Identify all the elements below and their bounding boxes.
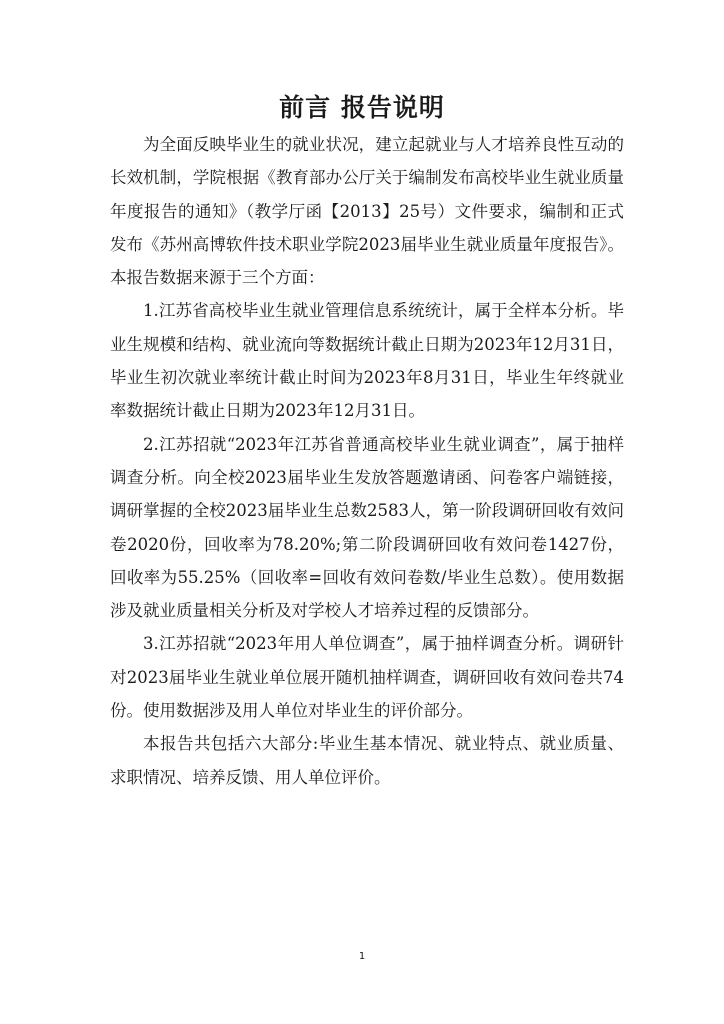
data-source-3-paragraph: 3.江苏招就“2023年用人单位调查”，属于抽样调查分析。调研针对2023届毕业生就业单位展开随机抽样调查，调研回收有效问卷共74份。使用数据涉及用人单位对毕业生的评价部分。 (110, 634, 624, 721)
data-source-2-paragraph: 2.江苏招就“2023年江苏省普通高校毕业生就业调查”，属于抽样调查分析。向全校2023届毕业生发放答题邀请函、问卷客户端链接，调研掌握的全校2023届毕业生总数2583人，第一阶段调研回收有效问卷2020份，回收率为78.20%;第二阶段调研回收有效问卷1427份，回收率为55.25%（回收率=回收有效问卷数/毕业生总数）。使用数据涉及就业质量相关分析及对学校人才培养过程的反馈部分。 (110, 434, 624, 621)
data-source-1-paragraph: 1.江苏省高校毕业生就业管理信息系统统计，属于全样本分析。毕业生规模和结构、就业流向等数据统计截止日期为2023年12月31日，毕业生初次就业率统计截止时间为2023年8月31日，毕业生年终就业率数据统计截止日期为2023年12月31日。 (110, 301, 624, 421)
report-structure-paragraph: 本报告共包括六大部分:毕业生基本情况、就业特点、就业质量、求职情况、培养反馈、用人单位评价。 (110, 734, 624, 787)
page-title: 前言 报告说明 (279, 93, 445, 122)
page-number: 1 (358, 951, 366, 962)
intro-paragraph: 为全面反映毕业生的就业状况，建立起就业与人才培养良性互动的长效机制，学院根据《教育部办公厅关于编制发布高校毕业生就业质量年度报告的通知》（教学厅函【2013】25号）文件要求，编制和正式发布《苏州高博软件技术职业学院2023届毕业生就业质量年度报告》。本报告数据来源于三个方面： (110, 135, 624, 288)
document-body (110, 128, 624, 794)
